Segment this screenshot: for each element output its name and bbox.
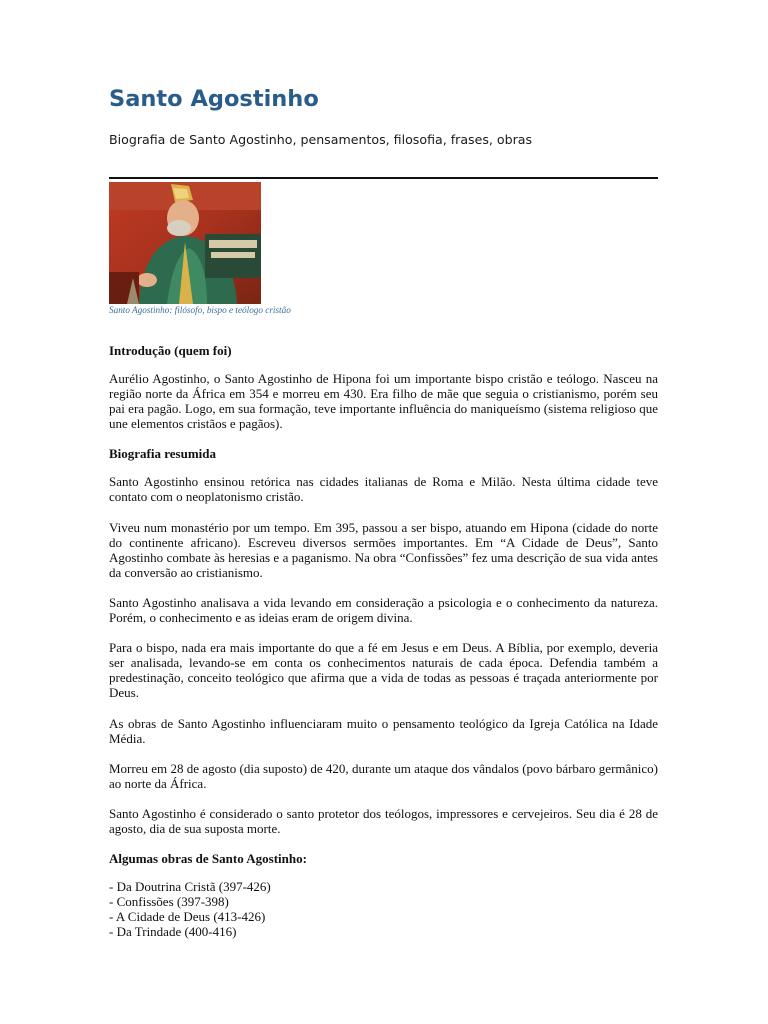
- bio-paragraph-7: Santo Agostinho é considerado o santo protetor dos teólogos, impressores e cervejeiros. Seu dia é 28 de agosto, dia de sua suposta morte.: [109, 805, 658, 836]
- article-body: [109, 343, 658, 939]
- bio-paragraph-4: Para o bispo, nada era mais importante do que a fé em Jesus e em Deus. A Bíblia, por exemplo, deveria ser analisada, levando-se em conta os conhecimentos naturais de cada época. Defendia também a predestinação, conceito teológico que afirma que a vida de todas as pessoas é traçada anteriormente por Deus.: [109, 640, 658, 701]
- bio-paragraph-5: As obras de Santo Agostinho influenciaram muito o pensamento teológico da Igreja Católica na Idade Média.: [109, 715, 658, 746]
- bio-heading: Biografia resumida: [109, 446, 217, 462]
- horizontal-rule: [109, 177, 658, 179]
- intro-paragraph: Aurélio Agostinho, o Santo Agostinho de Hipona foi um importante bispo cristão e teólogo. Nasceu na região norte da África em 354 e morreu em 430. Era filho de mãe que seguia o cristianismo, porém seu pai era pagão. Logo, em sua formação, teve importante influência do maniqueísmo (sistema religioso que une elementos cristãos e pagãos).: [109, 371, 658, 432]
- works-list: [109, 879, 658, 939]
- bio-paragraph-3: Santo Agostinho analisava a vida levando em consideração a psicologia e o conhecimento da natureza. Porém, o conhecimento e as ideias eram de origem divina.: [109, 594, 658, 626]
- works-heading: Algumas obras de Santo Agostinho:: [109, 851, 307, 867]
- intro-heading: Introdução (quem foi): [109, 343, 232, 358]
- list-item: - Da Doutrina Cristã (397-426): [109, 879, 271, 895]
- bio-paragraph-2: Viveu num monastério por um tempo. Em 395, passou a ser bispo, atuando em Hipona (cidade do norte do continente africano). Escreveu diversos sermões importantes. Em “A Cidade de Deus”, Santo Agostinho combate às heresias e a paganismo. Na obra “Confissões” fez uma descrição de sua vida antes da conversão ao cristianismo.: [109, 519, 658, 580]
- page-title: Santo Agostinho: [109, 86, 319, 112]
- bio-paragraph-1: Santo Agostinho ensinou retórica nas cidades italianas de Roma e Milão. Nesta última cidade teve contato com o neoplatonismo cristão.: [109, 474, 658, 505]
- bio-paragraph-6: Morreu em 28 de agosto (dia suposto) de 420, durante um ataque dos vândalos (povo bárbaro germânico) ao norte da África.: [109, 760, 658, 791]
- list-item: - Da Trindade (400-416): [109, 924, 237, 940]
- list-item: - A Cidade de Deus (413-426): [109, 909, 266, 925]
- list-item: - Confissões (397-398): [109, 894, 229, 910]
- image-caption: Santo Agostinho: filósofo, bispo e teólogo cristão: [109, 305, 291, 315]
- page-subtitle: Biografia de Santo Agostinho, pensamentos, filosofia, frases, obras: [109, 132, 533, 147]
- saint-portrait-image: [109, 182, 261, 304]
